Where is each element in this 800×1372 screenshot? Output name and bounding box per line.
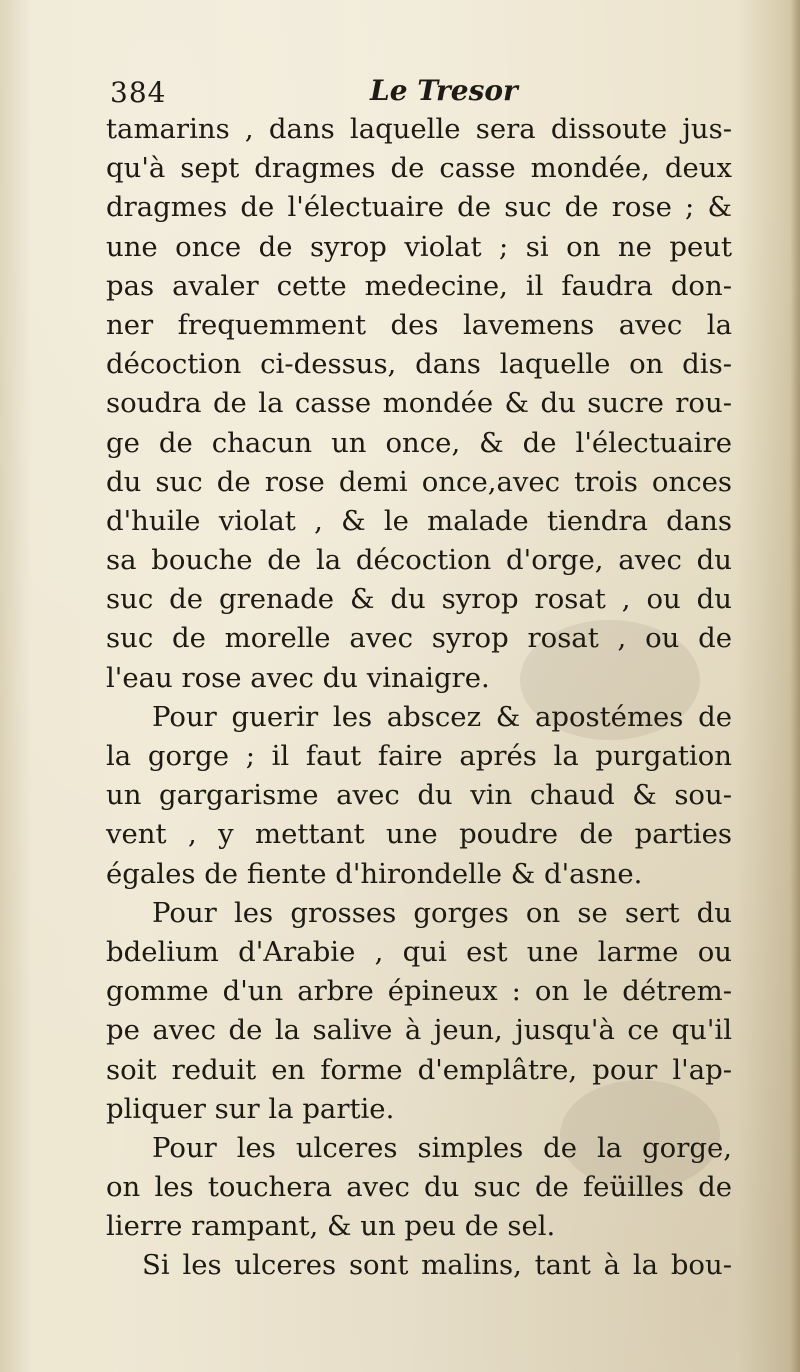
text-line: on les touchera avec du suc de feüilles de xyxy=(106,1171,732,1204)
text-line: bdelium d'Arabie , qui est une larme ou xyxy=(106,935,732,968)
text-line: qu'à sept dragmes de casse mondée, deux xyxy=(106,152,732,185)
text-line: tamarins , dans laquelle sera dissoute jus- xyxy=(106,113,732,145)
text-line: vent , y mettant une poudre de parties xyxy=(106,818,732,851)
text-line: suc de grenade & du syrop rosat , ou du xyxy=(106,583,732,616)
text-line: Pour guerir les abscez & apostémes de xyxy=(152,700,732,733)
text-line: lierre rampant, & un peu de sel. xyxy=(106,1210,556,1243)
text-line: Si les ulceres sont malins, tant à la bou- xyxy=(142,1249,732,1282)
page-number: 384 xyxy=(110,76,167,109)
text-line: pas avaler cette medecine, il faudra don- xyxy=(106,269,732,302)
text-line: soudra de la casse mondée & du sucre rou- xyxy=(106,387,732,420)
running-title: Le Tresor xyxy=(370,74,518,107)
text-line: suc de morelle avec syrop rosat , ou de xyxy=(106,622,732,655)
text-line: gomme d'un arbre épineux : on le détrem- xyxy=(106,975,732,1008)
text-line: une once de syrop violat ; si on ne peut xyxy=(106,230,732,263)
text-line: la gorge ; il faut faire aprés la purgation xyxy=(106,740,732,772)
text-line: soit reduit en forme d'emplâtre, pour l'ap- xyxy=(106,1053,732,1086)
page-header xyxy=(110,72,730,112)
text-line: dragmes de l'électuaire de suc de rose ; & xyxy=(106,191,732,224)
text-line: du suc de rose demi once,avec trois onces xyxy=(106,465,732,498)
body-text xyxy=(106,110,732,1286)
text-line: un gargarisme avec du vin chaud & sou- xyxy=(106,779,732,812)
text-line: l'eau rose avec du vinaigre. xyxy=(106,661,490,694)
page-gutter-shadow xyxy=(790,0,800,1372)
text-line: Pour les ulceres simples de la gorge, xyxy=(152,1131,732,1164)
text-line: pe avec de la salive à jeun, jusqu'à ce qu'il xyxy=(106,1014,732,1047)
text-line: sa bouche de la décoction d'orge, avec du xyxy=(106,544,732,577)
text-line: ner frequemment des lavemens avec la xyxy=(106,308,732,341)
text-line: ge de chacun un once, & de l'électuaire xyxy=(106,426,732,459)
text-line: décoction ci-dessus, dans laquelle on dis- xyxy=(106,348,732,381)
text-line: pliquer sur la partie. xyxy=(106,1092,395,1125)
text-line: égales de fiente d'hirondelle & d'asne. xyxy=(106,857,643,890)
text-line: Pour les grosses gorges on se sert du xyxy=(152,896,732,929)
text-line: d'huile violat , & le malade tiendra dans xyxy=(106,504,732,537)
